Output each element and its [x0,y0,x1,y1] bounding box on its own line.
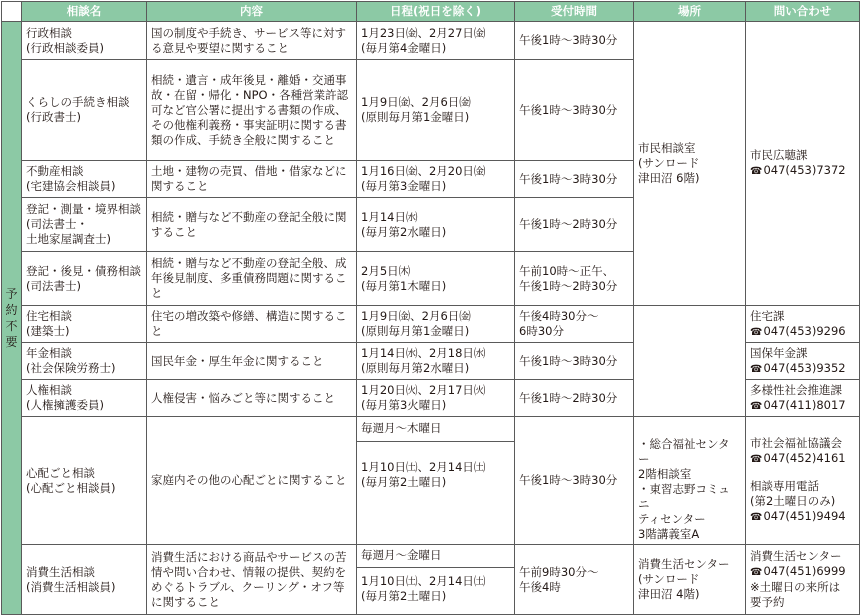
contact-jutaku: 住宅課 ☎047(453)9296 [746,306,860,343]
consult-name: 登記・測量・境界相談 (司法書士・ 土地家屋調査士) [22,198,147,252]
consult-schedule: 1月23日㈮、2月27日㈮ (毎月第4金曜日) [357,22,515,60]
table-row [2,545,860,615]
consult-content: 住宅の増改築や修繕、構造に関すること [147,306,357,343]
consult-schedule: 1月16日㈮、2月20日㈮ (毎月第3金曜日) [357,161,515,198]
consult-name: 消費生活相談 (消費生活相談員) [22,545,147,615]
place-empty [634,306,746,417]
place-kokoro: ・総合福祉センター 2階相談室 ・東習志野コミュニ ティセンター 3階講義室A [634,417,746,545]
phone-icon: ☎ [750,567,763,578]
consult-time: 午後1時～3時30分 [515,22,634,60]
consult-time: 午後4時30分～ 6時30分 [515,306,634,343]
consult-schedule: 1月20日㈫、2月17日㈫ (毎月第3火曜日) [357,380,515,417]
consult-schedule: 1月9日㈮、2月6日㈮ (原則毎月第1金曜日) [357,306,515,343]
consult-schedule: 2月5日㈭ (毎月第1木曜日) [357,252,515,306]
consult-content: 相続・遺言・成年後見・離婚・交通事故・在留・帰化・NPO・各種営業許認可など官公署に提出する書類の作成、その他権利義務・事実証明に関する書類の作成、手続き全般に関すること [147,60,357,161]
consult-time: 午後1時～3時30分 [515,60,634,161]
consult-name: 行政相談 (行政相談委員) [22,22,147,60]
phone-icon: ☎ [750,166,763,177]
contact-tayosei: 多様性社会推進課 ☎047(411)8017 [746,380,860,417]
phone-icon: ☎ [750,326,763,338]
phone-icon: ☎ [750,512,763,523]
header-row [2,2,860,22]
no-reservation-label: 予 約 不 要 [2,22,22,615]
contact-kokuho: 国保年金課 ☎047(453)9352 [746,343,860,380]
header-name: 相談名 [22,2,147,22]
contact-shakyo: 市社会福祉協議会 ☎047(452)4161 相談専用電話 (第2土曜日のみ) ☎047(451)9494 [746,417,860,545]
consult-time: 午後1時～2時30分 [515,380,634,417]
consult-schedule: 1月14日㈬ (毎月第2水曜日) [357,198,515,252]
consult-name: 心配ごと相談 (心配ごと相談員) [22,417,147,545]
header-contact: 問い合わせ [746,2,860,22]
consult-name: 不動産相談 (宅建協会相談員) [22,161,147,198]
phone-icon: ☎ [750,363,763,375]
consult-name: くらしの手続き相談 (行政書士) [22,60,147,161]
consult-content: 家庭内その他の心配ごとに関すること [147,417,357,545]
consult-schedule: 毎週月～金曜日 1月10日㈯、2月14日㈯ (毎月第2土曜日) [357,545,515,615]
consult-schedule: 毎週月～木曜日 1月10日㈯、2月14日㈯ (毎月第2土曜日) [357,417,515,545]
contact-koucho: 市民広聴課 ☎047(453)7372 [746,22,860,306]
consult-content: 土地・建物の売買、借地・借家などに関すること [147,161,357,198]
consult-content: 相続・贈与など不動産の登記全般に関すること [147,198,357,252]
header-schedule: 日程(祝日を除く) [357,2,515,22]
table-row [2,306,860,343]
place-shohi: 消費生活センター (サンロード 津田沼 4階) [634,545,746,615]
contact-shohi: 消費生活センター ☎047(451)6999 ※土曜日の来所は 要予約 [746,545,860,615]
place-shimin-soudan: 市民相談室 (サンロード 津田沼 6階) [634,22,746,306]
table-row [2,22,860,60]
consultation-table [1,1,860,615]
consult-time: 午後1時～3時30分 [515,161,634,198]
header-place: 場所 [634,2,746,22]
consult-content: 国民年金・厚生年金に関すること [147,343,357,380]
consult-name: 年金相談 (社会保険労務士) [22,343,147,380]
consult-name: 人権相談 (人権擁護委員) [22,380,147,417]
consult-name: 登記・後見・債務相談 (司法書士) [22,252,147,306]
consult-content: 国の制度や手続き、サービス等に対する意見や要望に関すること [147,22,357,60]
consult-time: 午後1時～3時30分 [515,343,634,380]
corner-cell [2,2,22,22]
consult-schedule: 1月9日㈮、2月6日㈮ (原則毎月第1金曜日) [357,60,515,161]
table-row [2,417,860,545]
consult-time: 午前10時～正午、 午後1時～2時30分 [515,252,634,306]
consult-content: 消費生活における商品やサービスの苦情や問い合わせ、情報の提供、契約をめぐるトラブル、クーリング・オフ等に関すること [147,545,357,615]
header-time: 受付時間 [515,2,634,22]
consult-time: 午前9時30分～ 午後4時 [515,545,634,615]
consult-content: 人権侵害・悩みごと等に関すること [147,380,357,417]
phone-icon: ☎ [750,454,763,465]
consult-content: 相続・贈与など不動産の登記全般、成年後見制度、多重債務問題に関すること [147,252,357,306]
header-content: 内容 [147,2,357,22]
consult-name: 住宅相談 (建築士) [22,306,147,343]
consult-time: 午後1時～2時30分 [515,198,634,252]
phone-icon: ☎ [750,400,763,412]
consult-schedule: 1月14日㈬、2月18日㈬ (原則毎月第2水曜日) [357,343,515,380]
consult-time: 午後1時～3時30分 [515,417,634,545]
